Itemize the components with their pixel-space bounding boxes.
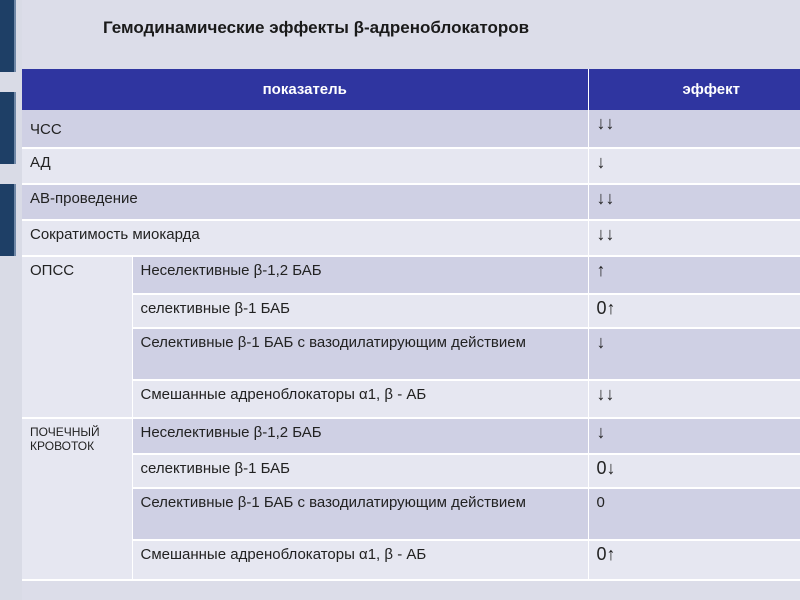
row-effect: 0 (588, 488, 800, 540)
row-effect: ↓↓ (588, 110, 800, 148)
row-drug: Неселективные β-1,2 БАБ (132, 256, 588, 294)
row-effect: 0↑ (588, 540, 800, 580)
group-label: ОПСС (22, 256, 132, 418)
header-indicator: показатель (22, 69, 588, 110)
decor-bar-1 (0, 0, 16, 72)
decor-bar-3 (0, 184, 16, 256)
row-drug: Неселективные β-1,2 БАБ (132, 418, 588, 454)
row-drug: Смешанные адреноблокаторы α1, β - АБ (132, 380, 588, 418)
row-effect: ↓ (588, 418, 800, 454)
row-effect: ↓↓ (588, 220, 800, 256)
row-drug: селективные β-1 БАБ (132, 294, 588, 328)
row-label: ЧСС (22, 110, 588, 148)
table-row (22, 454, 800, 488)
row-effect: ↓ (588, 148, 800, 184)
effects-table (22, 69, 800, 581)
row-effect: ↓ (588, 328, 800, 380)
row-drug: Смешанные адреноблокаторы α1, β - АБ (132, 540, 588, 580)
row-label: Сократимость миокарда (22, 220, 588, 256)
row-label: АД (22, 148, 588, 184)
row-drug: Селективные β-1 БАБ с вазодилатирующим действием (132, 328, 588, 380)
table-header-row (22, 69, 800, 110)
row-effect: 0↑ (588, 294, 800, 328)
table-row (22, 110, 800, 148)
table-row (22, 418, 800, 454)
row-effect: ↓↓ (588, 380, 800, 418)
row-effect: ↑ (588, 256, 800, 294)
table-row (22, 294, 800, 328)
table-row (22, 488, 800, 540)
table-row (22, 380, 800, 418)
table-row (22, 148, 800, 184)
header-effect: эффект (588, 69, 800, 110)
table-row (22, 184, 800, 220)
table-row (22, 256, 800, 294)
row-effect: 0↓ (588, 454, 800, 488)
table-row (22, 328, 800, 380)
table-row (22, 540, 800, 580)
slide-title: Гемодинамические эффекты β-адреноблокаторов (103, 18, 530, 37)
row-label: АВ-проведение (22, 184, 588, 220)
table-row (22, 220, 800, 256)
row-effect: ↓↓ (588, 184, 800, 220)
row-drug: Селективные β-1 БАБ с вазодилатирующим действием (132, 488, 588, 540)
decor-bar-2 (0, 92, 16, 164)
row-drug: селективные β-1 БАБ (132, 454, 588, 488)
group-label: ПОЧЕЧНЫЙ КРОВОТОК (22, 418, 132, 580)
